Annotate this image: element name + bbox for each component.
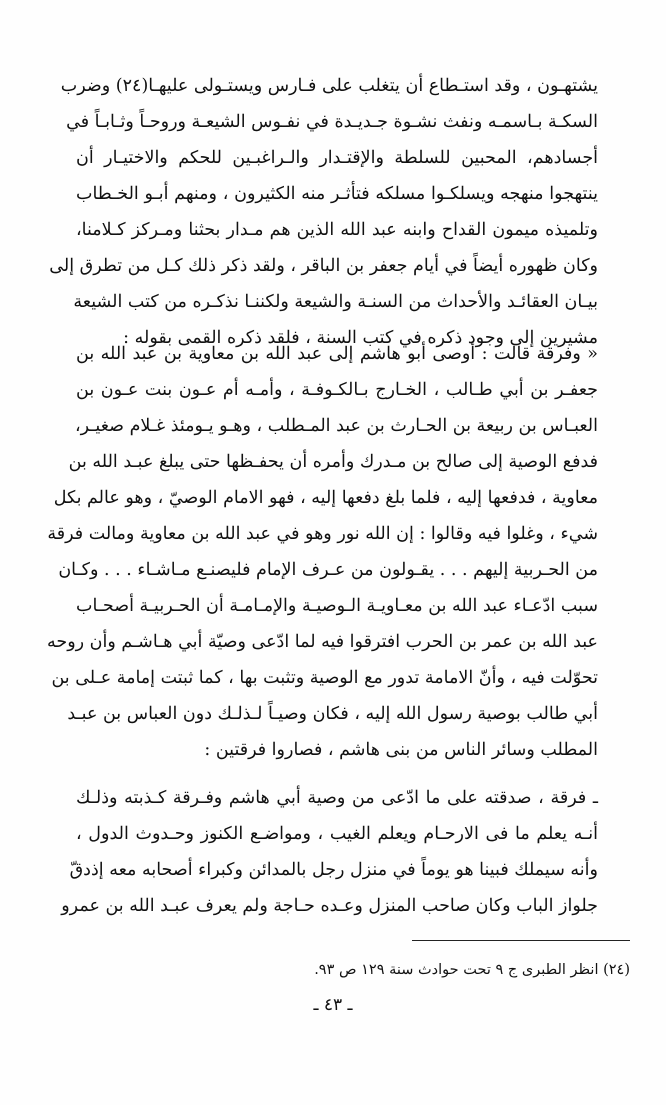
text-line: وكان ظهوره أيضاً في أيام جعفر بن الباقر ، ولقد ذكر ذلك كـل من تطرق إلى: [49, 256, 598, 276]
text-line: تحوّلت فيه ، وأنّ الامامة تدور مع الوصية وتثبت بها ، كما ثبتت إمامة عـلى بن: [51, 668, 598, 688]
footnote: (٢٤) انظر الطبرى ج ٩ تحت حوادث سنة ١٢٩ ص ٩٣.: [314, 962, 630, 978]
footnote-divider: [412, 940, 630, 941]
text-line: جعفـر بن أبي طـالب ، الخـارج بـالكـوفـة ، وأمـه أم عـون بنت عـون بن: [76, 380, 598, 400]
text-line: « وفرقة قالت : أوصى أبو هاشم إلى عبد الله بن معاوية بن عبد الله بن: [76, 344, 598, 364]
paragraph: [49, 68, 598, 356]
text-line: بيـان العقائـد والأحداث من السنـة والشيعة ولكننـا نذكـره من كتب الشيعة: [73, 292, 598, 312]
text-line: وتلميذه ميمون القداح وابنه عبد الله الذين هم مـدار بحثنا ومـركز كـلامنا،: [76, 220, 598, 240]
text-line: يشتهـون ، وقد استـطاع أن يتغلب على فـارس ويستـولى عليهـا(٢٤) وضرب: [60, 76, 598, 96]
text-line: أبي طالب بوصية رسول الله إليه ، فكان وصيـاً لـذلـك دون العباس بن عبـد: [67, 704, 598, 724]
text-line: العبـاس بن ربيعة بن الحـارث بن عبد المـطلب ، وهـو يـومئذ غـلام صغيـر،: [75, 416, 598, 436]
page-number: ـ ٤٣ ـ: [313, 995, 353, 1015]
text-line: ـ فرقة ، صدقته على ما ادّعى من وصية أبي هاشم وفـرقة كـذبته وذلـك: [76, 788, 598, 808]
text-line: أجسادهم، المحبين للسلطة والإقتـدار والـراغبـين للحكم والاختيـار أن: [76, 148, 598, 168]
text-line: السكـة بـاسمـه ونفث نشـوة جـديـدة في نفـوس الشيعـة وروحـاً وثـابـاً في: [66, 112, 598, 132]
text-line: المطلب وسائر الناس من بنى هاشم ، فصاروا فرقتين :: [204, 740, 598, 760]
paragraph: [61, 780, 598, 924]
text-line: من الحـربية إليهم . . . يقـولون من عـرف الإمام فليصنـع مـاشـاء . . . وكـان: [58, 560, 598, 580]
text-line: ينتهجوا منهجه ويسلكـوا مسلكه فتأثـر منه الكثيرون ، ومنهم أبـو الخـطاب: [76, 184, 598, 204]
text-line: أنـه يعلم ما فى الارحـام ويعلم الغيب ، ومواضـع الكنوز وحـدوث الدول ،: [76, 824, 598, 844]
text-line: شيء ، وغلوا فيه وقالوا : إن الله نور وهو في عبد الله بن معاوية ومالت فرقة: [47, 524, 598, 544]
text-line: مشيرين إلى وجود ذكره في كتب السنة ، فلقد ذكره القمى بقوله :: [123, 328, 598, 348]
text-line: وأنه سيملك فبينا هو يوماً في منزل رجل بالمدائن وكبراء أصحابه معه إذدقّ: [69, 860, 598, 880]
text-line: سبب ادّعـاء عبد الله بن معـاويـة الـوصيـة والإمـامـة أن الحـربيـة أصحـاب: [76, 596, 598, 616]
text-line: عبد الله بن عمر بن الحرب افترقوا فيه لما ادّعى وصيّة أبي هـاشـم وأن روحه: [47, 632, 598, 652]
text-line: جلواز الباب وكان صاحب المنزل وعـده حـاجة ولم يعرف عبـد الله بن عمرو: [61, 896, 598, 916]
quotation-paragraph: [47, 336, 598, 768]
text-line: معاوية ، فدفعها إليه ، فلما بلغ دفعها إليه ، فهو الامام الوصيّ ، وهو عالم بكل: [53, 488, 598, 508]
text-line: فدفع الوصية إلى صالح بن مـدرك وأمره أن يحفـظها حتى يبلغ عبـد الله بن: [68, 452, 598, 472]
